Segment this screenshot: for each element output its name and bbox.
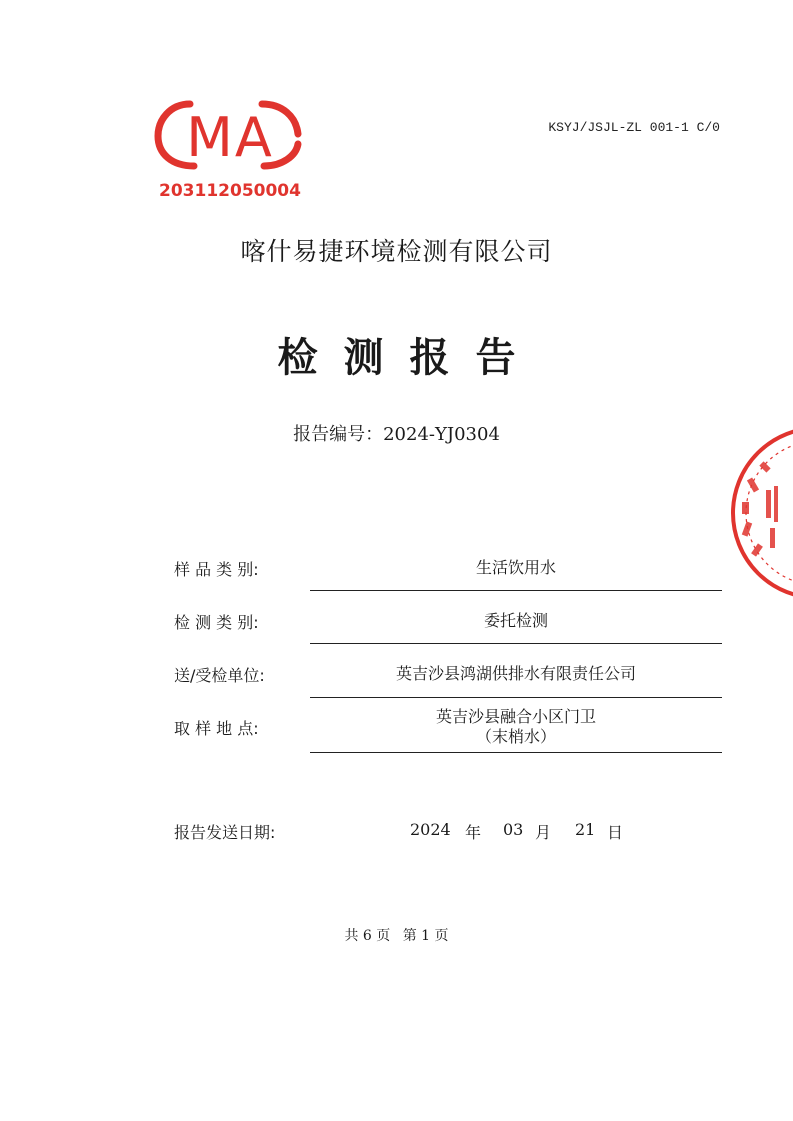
field-value: 英吉沙县融合小区门卫 bbox=[435, 707, 596, 726]
date-year-unit: 年 bbox=[465, 823, 482, 842]
date-day-unit: 日 bbox=[607, 823, 624, 842]
send-date-label: 报告发送日期: bbox=[174, 823, 276, 842]
field-value: 生活饮用水 bbox=[475, 558, 556, 577]
underline bbox=[310, 590, 722, 591]
field-label: 检 测 类 别: bbox=[174, 613, 259, 632]
field-label: 送/受检单位: bbox=[174, 666, 265, 685]
underline bbox=[310, 697, 722, 698]
page-indicator bbox=[0, 925, 793, 945]
field-value: 委托检测 bbox=[483, 611, 548, 630]
svg-text:203112050004: 203112050004 bbox=[159, 181, 301, 201]
date-day: 21 bbox=[575, 820, 596, 839]
field-row-sample-category bbox=[174, 557, 722, 593]
field-label: 样 品 类 别: bbox=[174, 560, 259, 579]
document-code: KSYJ/JSJL-ZL 001-1 C/0 bbox=[548, 120, 720, 135]
field-label: 取 样 地 点: bbox=[174, 719, 259, 738]
company-name: 喀什易捷环境检测有限公司 bbox=[240, 237, 553, 266]
page-total: 共 6 页 bbox=[344, 928, 391, 944]
date-month-unit: 月 bbox=[535, 823, 552, 842]
page-current: 第 1 页 bbox=[402, 928, 449, 944]
page-title: 检测报告 bbox=[277, 335, 542, 381]
date-month: 03 bbox=[503, 820, 524, 839]
field-row-client-unit bbox=[174, 663, 722, 699]
field-value: 英吉沙县鸿湖供排水有限责任公司 bbox=[395, 664, 636, 683]
report-number: 报告编号：2024-YJ0304 bbox=[293, 424, 500, 445]
field-value-note: （末梢水） bbox=[475, 727, 556, 746]
date-year: 2024 bbox=[410, 820, 451, 839]
company-seal-stamp bbox=[728, 418, 793, 608]
underline bbox=[310, 643, 722, 644]
field-row-sampling-location bbox=[174, 706, 722, 756]
svg-text:MA: MA bbox=[186, 106, 274, 169]
field-row-test-category bbox=[174, 610, 722, 646]
underline bbox=[310, 752, 722, 753]
send-date-row bbox=[174, 820, 722, 844]
ma-stamp-logo bbox=[150, 86, 310, 206]
